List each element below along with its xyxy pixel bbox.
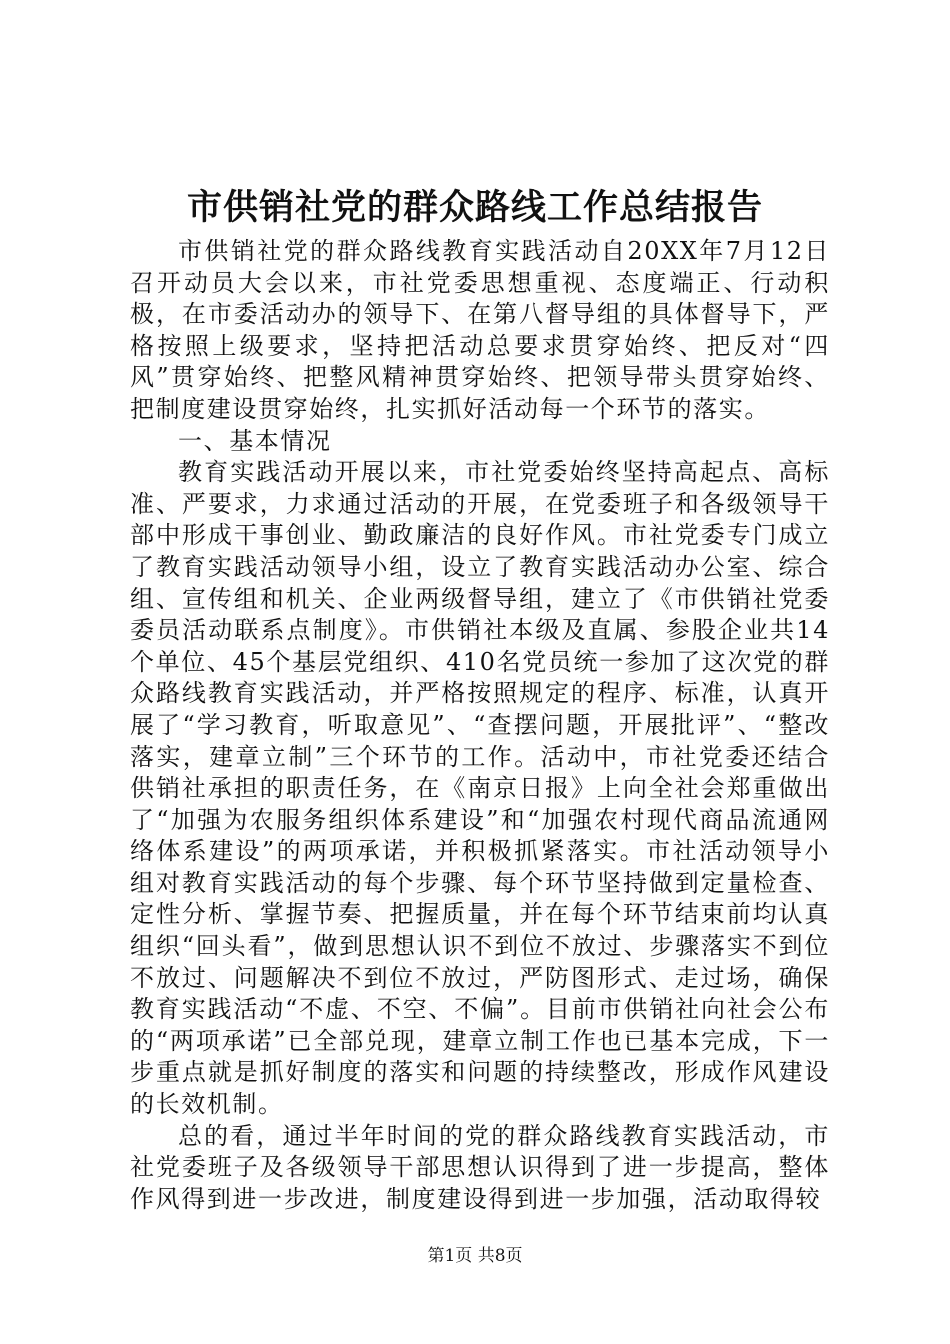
document-title: 市供销社党的群众路线工作总结报告 bbox=[186, 187, 763, 228]
page-number: 第1页 共8页 bbox=[427, 1246, 523, 1266]
summary-paragraph: 总的看，通过半年时间的党的群众路线教育实践活动，市社党委班子及各级领导干部思想认识得到了进一步提高，整体作风得到进一步改进，制度建设得到进一步加强，活动取得较 bbox=[130, 1121, 830, 1213]
basic-situation-paragraph: 教育实践活动开展以来，市社党委始终坚持高起点、高标准、严要求，力求通过活动的开展，在党委班子和各级领导干部中形成干事创业、勤政廉洁的良好作风。市社党委专门成立了教育实践活动领导小组，设立了教育实践活动办公室、综合组、宣传组和机关、企业两级督导组，建立了《市供销社党委委员活动联系点制度》。市供销社本级及直属、参股企业共14个单位、45个基层党组织、410名党员统一参加了这次党的群众路线教育实践活动，并严格按照规定的程序、标准，认真开展了“学习教育，听取意见”、“查摆问题，开展批评”、“整改落实，建章立制”三个环节的工作。活动中，市社党委还结合供销社承担的职责任务，在《南京日报》上向全社会郑重做出了“加强为农服务组织体系建设”和“加强农村现代商品流通网络体系建设”的两项承诺，并积极抓紧落实。市社活动领导小组对教育实践活动的每个步骤、每个环节坚持做到定量检查、定性分析、掌握节奏、把握质量，并在每个环节结束前均认真组织“回头看”，做到思想认识不到位不放过、步骤落实不到位不放过、问题解决不到位不放过，严防图形式、走过场，确保教育实践活动“不虚、不空、不偏”。目前市供销社向社会公布的“两项承诺”已全部兑现，建章立制工作也已基本完成，下一步重点就是抓好制度的落实和问题的持续整改，形成作风建设的长效机制。 bbox=[130, 458, 830, 1119]
document-body bbox=[130, 236, 830, 1215]
intro-paragraph: 市供销社党的群众路线教育实践活动自20XX年7月12日召开动员大会以来，市社党委思想重视、态度端正、行动积极，在市委活动办的领导下、在第八督导组的具体督导下，严格按照上级要求，坚持把活动总要求贯穿始终、把反对“四风”贯穿始终、把整风精神贯穿始终、把领导带头贯穿始终、把制度建设贯穿始终，扎实抓好活动每一个环节的落实。 bbox=[130, 237, 830, 423]
section-heading: 一、基本情况 bbox=[178, 426, 332, 455]
